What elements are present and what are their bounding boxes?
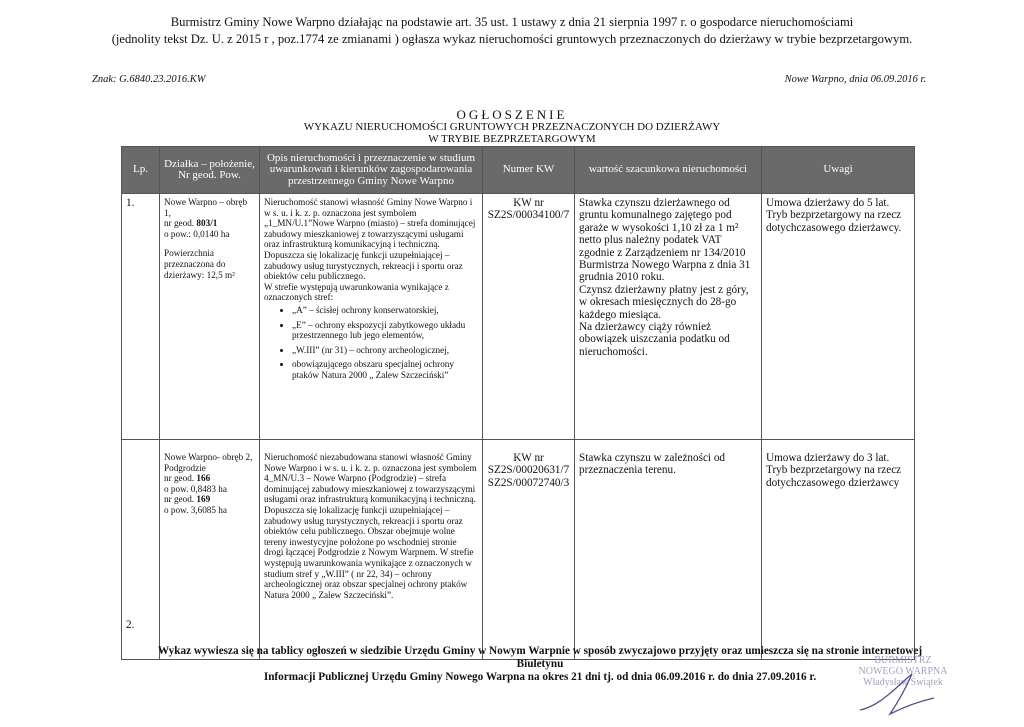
reference-number: Znak: G.6840.23.2016.KW bbox=[92, 74, 206, 85]
row1-parcel-area: o pow.: 0,0140 ha bbox=[164, 228, 230, 239]
row2-value-rate: Stawka czynszu w zależności od przeznaczenia terenu. bbox=[579, 452, 726, 477]
row1-description bbox=[260, 194, 483, 440]
row1-zones-intro: W strefie występują uwarunkowania wynikające z oznaczonych stref: bbox=[264, 281, 449, 303]
announcement-subtitle-line-1: WYKAZU NIERUCHOMOŚCI GRUNTOWYCH PRZEZNACZONYCH DO DZIERŻAWY bbox=[303, 121, 721, 133]
row2-lp: 2. bbox=[122, 440, 160, 660]
footer-notice bbox=[140, 645, 940, 684]
row2-notes-text: Umowa dzierżawy do 3 lat. Tryb bezprzetargowy na rzecz dotychczasowego dzierżawcy bbox=[766, 452, 902, 489]
footer-line-1: Wykaz wywiesza się na tablicy ogłoszeń w siedzibie Urzędu Gminy w Nowym Warpnie w sposób zwyczajowo przyjęty oraz umieszcza się na stronie internetowej Biuletynu bbox=[157, 645, 923, 670]
row1-value bbox=[575, 194, 762, 440]
row1-parcel-number-value: 803/1 bbox=[196, 218, 218, 229]
list-item: • obowiązującego obszaru specjalnej ochrony ptaków Natura 2000 „ Zalew Szczeciński” bbox=[292, 359, 478, 380]
row2-parcel-number-2 bbox=[164, 494, 255, 505]
place-date: Nowe Warpno, dnia 06.09.2016 r. bbox=[784, 74, 926, 85]
header-description: Opis nieruchomości i przeznaczenie w studium uwarunkowań i kierunków zagospodarowania przestrzennego Gminy Nowe Warpno bbox=[260, 147, 483, 194]
intro-line-2: (jednolity tekst Dz. U. z 2015 r , poz.1774 ze zmianami ) ogłasza wykaz nieruchomości gruntowych przeznaczonych do dzierżawy w trybie bezprzetargowym. bbox=[111, 32, 913, 46]
row1-lease-area: Powierzchnia przeznaczona do dzierżawy: 12,5 m² bbox=[164, 248, 235, 280]
header-parcel: Działka – położenie, Nr geod. Pow. bbox=[160, 147, 260, 194]
header-lp: Lp. bbox=[122, 147, 160, 194]
row1-parcel-location: Nowe Warpno – obręb 1, bbox=[164, 197, 248, 218]
stamp-line-3: Władysław Świątek bbox=[863, 677, 943, 688]
intro-line-1: Burmistrz Gminy Nowe Warpno działając na podstawie art. 35 ust. 1 ustawy z dnia 21 sierpnia 1997 r. o gospodarce nieruchomościami bbox=[170, 15, 854, 29]
row1-description-text: Nieruchomość stanowi własność Gminy Nowe Warpno i w s. u. i k. z. p. oznaczona jest symbolem „1_MN/U.1”Nowe Warpno (miasto) – strefa dominującej zabudowy mieszkaniowej z towarzyszącymi usługami oraz infrastrukturą komunikacyjną i techniczną. Dopuszcza się lokalizację funkcji uzupełniającej – zabudowy usług turystycznych, rekreacji i sportu oraz obiektów celu publicznego. bbox=[264, 197, 476, 282]
row2-description-text: Nieruchomość niezabudowana stanowi własność Gminy Nowe Warpno i w s. u. i k. z. p. oznaczona jest symbolem 4_MN/U.3 – Nowe Warpno (Podgrodzie) – strefa dominującej zabudowy mieszkaniowej z towarzyszącymi usługami oraz infrastrukturą komunikacyjną i techniczną. Dopuszcza się lokalizację funkcji uzupełniającej – zabudowy usług turystycznych, rekreacji i sportu oraz obiektów celu publicznego. Obszar obejmuje wolne tereny inwestycyjne położone po wschodniej stronie drogi łączącej Podgrodzie z Nowym Warpnem. W strefie występują uwarunkowania wynikające z oznaczonych w studium stref y „W.III” ( nr 22, 34) – ochrony archeologicznej oraz obszar specjalnej ochrony ptaków Natura 2000 „ Zalew Szczeciński”. bbox=[264, 452, 477, 600]
announcement-subtitle-line-2: W TRYBIE BEZPRZETARGOWYM bbox=[428, 133, 596, 145]
row1-value-rate: Stawka czynszu dzierżawnego od gruntu komunalnego zajętego pod garaże w wysokości 1,10 zł za 1 m² netto plus należny podatek VAT zgodnie z Zarządzeniem nr 134/2010 Burmistrza Nowego Warpna z dnia 31 grudnia 2010 roku. bbox=[579, 197, 751, 284]
announcement-title: OGŁOSZENIE bbox=[456, 107, 568, 122]
header-notes: Uwagi bbox=[762, 147, 915, 194]
row2-kw-number-1: SZ2S/00020631/7 bbox=[487, 464, 570, 477]
footer-line-2: Informacji Publicznej Urzędu Gminy Nowego Warpna na okres 21 dni tj. od dnia 06.09.2016 r. do dnia 27.09.2016 r. bbox=[263, 671, 817, 683]
row1-parcel bbox=[160, 194, 260, 440]
row2-parcel-area-2: o pow. 3,6085 ha bbox=[164, 504, 227, 515]
property-table bbox=[121, 146, 915, 660]
stamp-line-1: BURMISTRZ bbox=[874, 655, 932, 666]
signature bbox=[850, 668, 940, 718]
row2-kw-label: KW nr bbox=[513, 452, 544, 464]
row1-parcel-number bbox=[164, 218, 255, 229]
stamp-line-2: NOWEGO WARPNA bbox=[858, 666, 948, 677]
row2-parcel bbox=[160, 440, 260, 660]
row2-kw-number-2: SZ2S/00072740/3 bbox=[487, 476, 570, 489]
row2-parcel-location: Nowe Warpno- obręb 2, Podgrodzie bbox=[164, 452, 253, 473]
row1-lp: 1. bbox=[122, 194, 160, 440]
row2-parcel-number-2-value: 169 bbox=[196, 494, 211, 505]
row1-value-tax: Na dzierżawcy ciąży również obowiązek uiszczania podatku od nieruchomości. bbox=[579, 321, 730, 358]
row2-kw bbox=[483, 440, 575, 660]
row2-parcel-number-1 bbox=[164, 473, 255, 484]
row2-value bbox=[575, 440, 762, 660]
list-item: • „W.III” (nr 31) – ochrony archeologicznej, bbox=[292, 345, 478, 356]
row1-notes: Umowa dzierżawy do 5 lat. Tryb bezprzetargowy na rzecz dotychczasowego dzierżawcy. bbox=[762, 194, 915, 440]
row2-parcel-number-1-label: nr geod. bbox=[164, 473, 195, 484]
table-row bbox=[122, 440, 915, 660]
row1-parcel-number-label: nr geod. bbox=[164, 218, 195, 229]
row2-parcel-area-1: o pow. 0,8483 ha bbox=[164, 483, 227, 494]
row1-zones-list bbox=[264, 305, 478, 381]
row1-kw: KW nr SZ2S/00034100/7 bbox=[483, 194, 575, 440]
table-header-row bbox=[122, 147, 915, 194]
row2-parcel-number-1-value: 166 bbox=[196, 473, 211, 484]
list-item: • „E” – ochrony ekspozycji zabytkowego układu przestrzennego lub jego elementów, bbox=[292, 320, 478, 341]
row2-description bbox=[260, 440, 483, 660]
table-row bbox=[122, 194, 915, 440]
list-item: • „A” – ścisłej ochrony konserwatorskiej, bbox=[292, 305, 478, 316]
header-kw: Numer KW bbox=[483, 147, 575, 194]
intro-text bbox=[0, 14, 1024, 48]
row2-notes bbox=[762, 440, 915, 660]
row1-value-payment: Czynsz dzierżawny płatny jest z góry, w okresach miesięcznych do 28-go każdego miesiąca. bbox=[579, 283, 749, 321]
announcement-subtitle bbox=[0, 121, 1024, 145]
row2-parcel-number-2-label: nr geod. bbox=[164, 494, 195, 505]
header-value: wartość szacunkowa nieruchomości bbox=[575, 147, 762, 194]
